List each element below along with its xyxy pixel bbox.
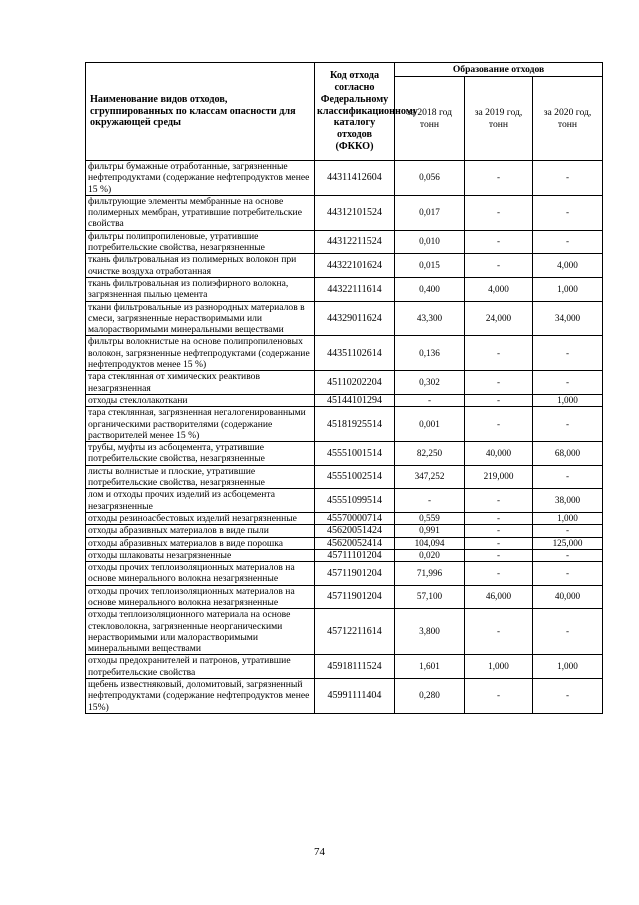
cell-amount-2019: - <box>465 161 533 196</box>
cell-amount-2019: - <box>465 489 533 513</box>
waste-table <box>85 62 603 714</box>
cell-fkko-code: 45712211614 <box>315 609 395 655</box>
cell-amount-2018: 57,100 <box>395 585 465 609</box>
cell-waste-name: тара стеклянная от химических реактивов незагрязненная <box>86 371 315 395</box>
cell-amount-2018: 43,300 <box>395 301 465 336</box>
header-waste-generation: Образование отходов <box>395 63 603 77</box>
cell-amount-2020: - <box>533 679 603 714</box>
cell-amount-2019: - <box>465 512 533 524</box>
cell-amount-2018: 0,136 <box>395 336 465 371</box>
cell-amount-2020: 4,000 <box>533 254 603 278</box>
cell-amount-2020: - <box>533 230 603 254</box>
table-row <box>86 585 603 609</box>
cell-amount-2018: 0,991 <box>395 525 465 537</box>
cell-waste-name: трубы, муфты из асбоцемента, утратившие потребительские свойства, незагрязненные <box>86 442 315 466</box>
cell-fkko-code: 45570000714 <box>315 512 395 524</box>
cell-amount-2019: - <box>465 371 533 395</box>
cell-amount-2020: 1,000 <box>533 655 603 679</box>
cell-amount-2018: - <box>395 489 465 513</box>
cell-amount-2018: 0,017 <box>395 195 465 230</box>
header-year-2019: за 2019 год, тонн <box>465 77 533 161</box>
table-row <box>86 230 603 254</box>
cell-waste-name: ткани фильтровальные из разнородных материалов в смеси, загрязненные нерастворимыми или малорастворимыми минеральными веществами <box>86 301 315 336</box>
waste-table-body <box>86 161 603 714</box>
cell-fkko-code: 44351102614 <box>315 336 395 371</box>
cell-fkko-code: 45181925514 <box>315 407 395 442</box>
cell-amount-2019: - <box>465 195 533 230</box>
cell-waste-name: листы волнистые и плоские, утратившие потребительские свойства, незагрязненные <box>86 465 315 489</box>
table-row <box>86 489 603 513</box>
cell-amount-2019: - <box>465 336 533 371</box>
cell-amount-2019: 1,000 <box>465 655 533 679</box>
header-year-2018: за 2018 год тонн <box>395 77 465 161</box>
cell-waste-name: ткань фильтровальная из полиэфирного волокна, загрязненная пылью цемента <box>86 277 315 301</box>
table-row <box>86 277 603 301</box>
cell-amount-2020: 40,000 <box>533 585 603 609</box>
cell-fkko-code: 45711901204 <box>315 562 395 586</box>
header-fkko-code: Код отхода согласно Федеральному классификационному каталогу отходов (ФККО) <box>315 63 395 161</box>
cell-amount-2018: 0,302 <box>395 371 465 395</box>
cell-amount-2019: - <box>465 679 533 714</box>
cell-amount-2019: - <box>465 562 533 586</box>
cell-amount-2018: 3,800 <box>395 609 465 655</box>
cell-amount-2020: - <box>533 195 603 230</box>
cell-fkko-code: 44322111614 <box>315 277 395 301</box>
cell-amount-2020: - <box>533 609 603 655</box>
table-row <box>86 512 603 524</box>
cell-waste-name: отходы предохранителей и патронов, утратившие потребительские свойства <box>86 655 315 679</box>
cell-amount-2020: 125,000 <box>533 537 603 549</box>
cell-amount-2020: - <box>533 549 603 561</box>
table-row <box>86 371 603 395</box>
cell-amount-2018: 71,996 <box>395 562 465 586</box>
cell-waste-name: отходы стеклолакоткани <box>86 394 315 406</box>
cell-fkko-code: 45551099514 <box>315 489 395 513</box>
table-row <box>86 562 603 586</box>
cell-waste-name: фильтры полипропиленовые, утратившие потребительские свойства, незагрязненные <box>86 230 315 254</box>
cell-amount-2018: 104,094 <box>395 537 465 549</box>
cell-fkko-code: 45110202204 <box>315 371 395 395</box>
table-row <box>86 301 603 336</box>
cell-fkko-code: 44311412604 <box>315 161 395 196</box>
waste-table-header <box>86 63 603 161</box>
cell-amount-2018: 0,001 <box>395 407 465 442</box>
table-row <box>86 195 603 230</box>
table-row <box>86 442 603 466</box>
cell-fkko-code: 45918111524 <box>315 655 395 679</box>
cell-waste-name: щебень известняковый, доломитовый, загрязненный нефтепродуктами (содержание нефтепродуктов менее 15%) <box>86 679 315 714</box>
cell-amount-2020: - <box>533 562 603 586</box>
cell-waste-name: отходы резиноасбестовых изделий незагрязненные <box>86 512 315 524</box>
cell-waste-name: отходы теплоизоляционного материала на основе стекловолокна, загрязненные неорганическими нерастворимыми или малорастворимыми минеральными веществами <box>86 609 315 655</box>
table-row <box>86 161 603 196</box>
cell-amount-2019: 4,000 <box>465 277 533 301</box>
cell-fkko-code: 45551002514 <box>315 465 395 489</box>
cell-amount-2019: - <box>465 549 533 561</box>
cell-amount-2020: - <box>533 465 603 489</box>
table-row <box>86 254 603 278</box>
cell-amount-2018: 82,250 <box>395 442 465 466</box>
table-row <box>86 394 603 406</box>
cell-amount-2018: - <box>395 394 465 406</box>
cell-fkko-code: 45991111404 <box>315 679 395 714</box>
page-number: 74 <box>314 846 325 858</box>
cell-fkko-code: 44312101524 <box>315 195 395 230</box>
header-year-2020: за 2020 год, тонн <box>533 77 603 161</box>
cell-waste-name: тара стеклянная, загрязненная негалогенированными органическими растворителями (содержание растворителей менее 15 %) <box>86 407 315 442</box>
cell-amount-2018: 0,020 <box>395 549 465 561</box>
cell-amount-2020: - <box>533 371 603 395</box>
cell-fkko-code: 45144101294 <box>315 394 395 406</box>
cell-fkko-code: 45711101204 <box>315 549 395 561</box>
cell-fkko-code: 45620051424 <box>315 525 395 537</box>
cell-amount-2019: 24,000 <box>465 301 533 336</box>
cell-amount-2019: - <box>465 254 533 278</box>
cell-amount-2019: 219,000 <box>465 465 533 489</box>
cell-waste-name: ткань фильтровальная из полимерных волокон при очистке воздуха отработанная <box>86 254 315 278</box>
cell-amount-2018: 0,056 <box>395 161 465 196</box>
cell-amount-2020: 68,000 <box>533 442 603 466</box>
cell-fkko-code: 45711901204 <box>315 585 395 609</box>
table-row <box>86 549 603 561</box>
cell-waste-name: фильтры волокнистые на основе полипропиленовых волокон, загрязненные нефтепродуктами (содержание нефтепродуктов менее 15 %) <box>86 336 315 371</box>
cell-amount-2019: - <box>465 230 533 254</box>
cell-amount-2018: 0,280 <box>395 679 465 714</box>
cell-amount-2020: 1,000 <box>533 277 603 301</box>
cell-amount-2020: - <box>533 407 603 442</box>
table-row <box>86 407 603 442</box>
cell-fkko-code: 44329011624 <box>315 301 395 336</box>
header-waste-name: Наименование видов отходов, сгруппированных по классам опасности для окружающей среды <box>86 63 315 161</box>
table-row <box>86 679 603 714</box>
header-row-top <box>86 63 603 77</box>
cell-amount-2018: 0,400 <box>395 277 465 301</box>
cell-waste-name: отходы абразивных материалов в виде пыли <box>86 525 315 537</box>
cell-amount-2019: 46,000 <box>465 585 533 609</box>
table-row <box>86 525 603 537</box>
cell-amount-2020: 34,000 <box>533 301 603 336</box>
cell-fkko-code: 44322101624 <box>315 254 395 278</box>
cell-waste-name: фильтры бумажные отработанные, загрязненные нефтепродуктами (содержание нефтепродуктов менее 15 %) <box>86 161 315 196</box>
cell-waste-name: отходы абразивных материалов в виде порошка <box>86 537 315 549</box>
cell-amount-2018: 0,015 <box>395 254 465 278</box>
cell-amount-2019: - <box>465 394 533 406</box>
table-row <box>86 655 603 679</box>
cell-waste-name: лом и отходы прочих изделий из асбоцемента незагрязненные <box>86 489 315 513</box>
cell-amount-2020: - <box>533 161 603 196</box>
cell-fkko-code: 45551001514 <box>315 442 395 466</box>
table-row <box>86 336 603 371</box>
table-row <box>86 609 603 655</box>
cell-waste-name: отходы прочих теплоизоляционных материалов на основе минерального волокна незагрязненные <box>86 585 315 609</box>
cell-fkko-code: 45620052414 <box>315 537 395 549</box>
cell-amount-2019: - <box>465 537 533 549</box>
cell-waste-name: фильтрующие элементы мембранные на основе полимерных мембран, утратившие потребительские свойства <box>86 195 315 230</box>
cell-amount-2019: - <box>465 407 533 442</box>
cell-waste-name: отходы прочих теплоизоляционных материалов на основе минерального волокна незагрязненные <box>86 562 315 586</box>
cell-amount-2020: - <box>533 525 603 537</box>
cell-amount-2020: 1,000 <box>533 394 603 406</box>
table-row <box>86 465 603 489</box>
cell-amount-2019: 40,000 <box>465 442 533 466</box>
table-row <box>86 537 603 549</box>
cell-amount-2018: 0,559 <box>395 512 465 524</box>
cell-amount-2020: 1,000 <box>533 512 603 524</box>
cell-amount-2018: 0,010 <box>395 230 465 254</box>
cell-fkko-code: 44312211524 <box>315 230 395 254</box>
cell-amount-2020: 38,000 <box>533 489 603 513</box>
cell-amount-2019: - <box>465 525 533 537</box>
cell-amount-2019: - <box>465 609 533 655</box>
cell-amount-2018: 1,601 <box>395 655 465 679</box>
cell-amount-2020: - <box>533 336 603 371</box>
cell-waste-name: отходы шлаковаты незагрязненные <box>86 549 315 561</box>
cell-amount-2018: 347,252 <box>395 465 465 489</box>
